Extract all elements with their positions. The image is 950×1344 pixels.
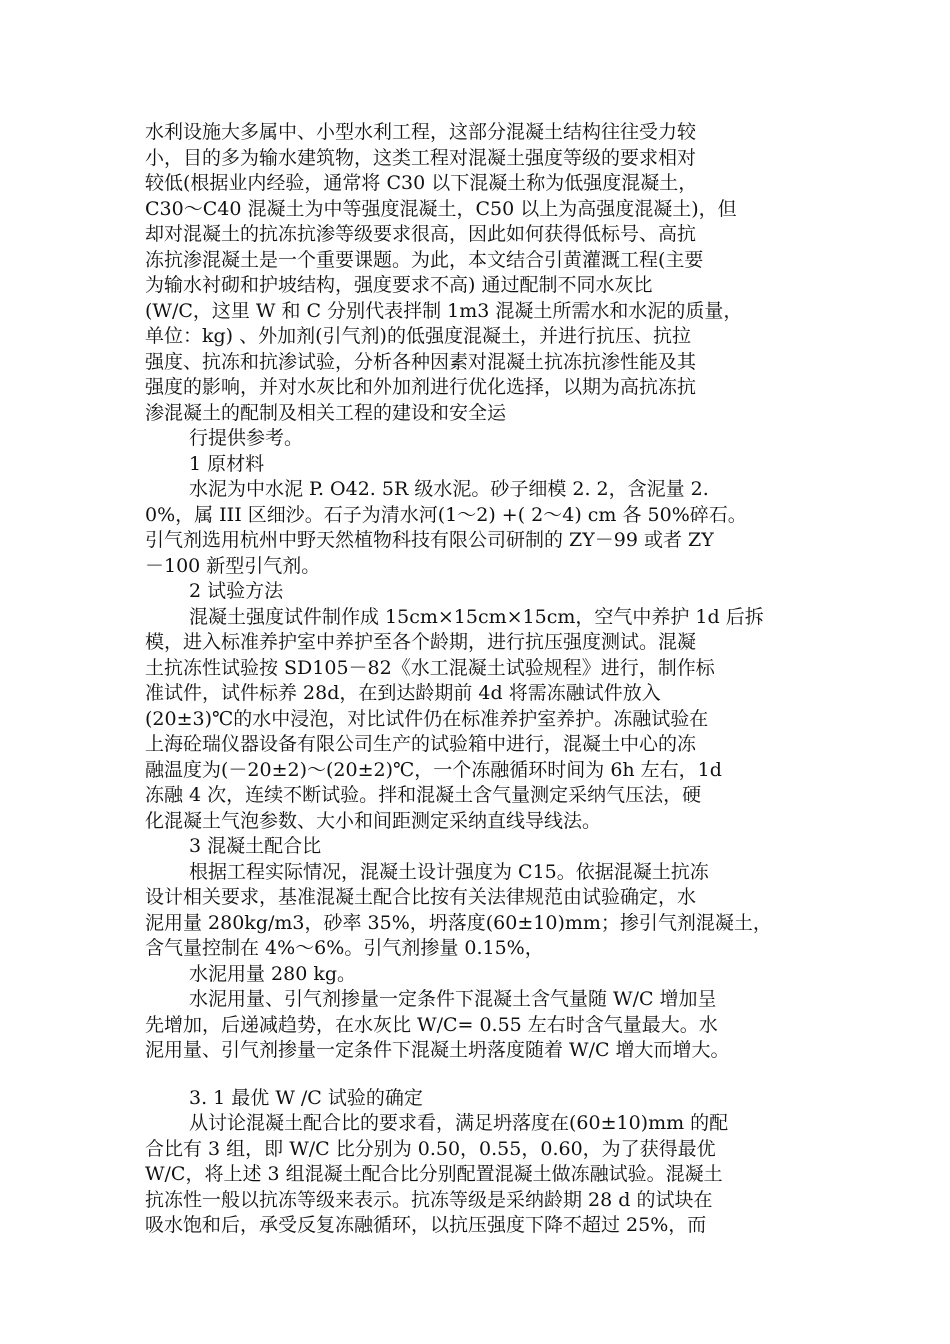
- text-line: 渗混凝土的配制及相关工程的建设和安全运: [145, 401, 507, 424]
- text-line: 根据工程实际情况，混凝土设计强度为 C15。依据混凝土抗冻: [189, 860, 709, 883]
- document-body: [145, 120, 805, 1239]
- text-line: 2 试验方法: [189, 580, 284, 602]
- text-line: 抗冻性一般以抗冻等级来表示。抗冻等级是采纳龄期 28 d 的试块在: [145, 1188, 713, 1211]
- text-line: 合比有 3 组，即 W/C 比分别为 0.50，0.55，0.60，为了获得最优: [145, 1137, 716, 1160]
- text-line: 小，目的多为输水建筑物，这类工程对混凝土强度等级的要求相对: [145, 146, 697, 169]
- text-line: 上海砼瑞仪器设备有限公司生产的试验箱中进行，混凝土中心的冻: [145, 733, 697, 755]
- text-line: 土抗冻性试验按 SD105－82《水工混凝土试验规程》进行，制作标: [145, 656, 715, 679]
- text-line: 0%，属 III 区细沙。石子为清水河(1～2) +( 2～4) cm 各 50%碎石。: [145, 503, 747, 526]
- text-line: W/C，将上述 3 组混凝土配合比分别配置混凝土做冻融试验。混凝土: [145, 1163, 723, 1185]
- text-line: C30～C40 混凝土为中等强度混凝土，C50 以上为高强度混凝土)，但: [145, 197, 737, 220]
- blank-line: [145, 1064, 805, 1086]
- text-line: 先增加，后递减趋势，在水灰比 W/C= 0.55 左右时含气量最大。水: [145, 1013, 718, 1036]
- text-line: 准试件，试件标养 28d，在到达龄期前 4d 将需冻融试件放入: [145, 682, 661, 704]
- text-line: 强度、抗冻和抗渗试验，分析各种因素对混凝土抗冻抗渗性能及其: [145, 350, 697, 373]
- text-line: 泥用量 280kg/m3，砂率 35%，坍落度(60±10)mm；掺引气剂混凝土，: [145, 911, 772, 934]
- text-line: 行提供参考。: [189, 427, 304, 449]
- text-line: 水泥用量、引气剂掺量一定条件下混凝土含气量随 W/C 增加呈: [189, 988, 717, 1010]
- text-line: 从讨论混凝土配合比的要求看，满足坍落度在(60±10)mm 的配: [189, 1112, 729, 1134]
- text-line: (W/C，这里 W 和 C 分别代表拌制 1m3 混凝土所需水和水泥的质量，: [145, 299, 743, 322]
- text-line: 模，进入标准养护室中养护至各个龄期，进行抗压强度测试。混凝: [145, 631, 697, 653]
- text-line: (20±3)℃的水中浸泡，对比试件仍在标准养护室养护。冻融试验在: [145, 707, 709, 730]
- text-line: 强度的影响，并对水灰比和外加剂进行优化选择，以期为高抗冻抗: [145, 376, 697, 398]
- text-line: 水泥为中水泥 P. O42. 5R 级水泥。砂子细模 2. 2，含泥量 2.: [189, 478, 709, 500]
- text-line: 单位：kg) 、外加剂(引气剂)的低强度混凝土，并进行抗压、抗拉: [145, 325, 691, 347]
- text-line: 3 混凝土配合比: [189, 835, 322, 857]
- text-line: 融温度为(－20±2)～(20±2)℃，一个冻融循环时间为 6h 左右，1d: [145, 758, 722, 781]
- text-line: 冻抗渗混凝土是一个重要课题。为此，本文结合引黄灌溉工程(主要: [145, 248, 704, 271]
- text-line: 1 原材料: [189, 452, 265, 475]
- text-line: －100 新型引气剂。: [145, 554, 321, 577]
- text-line: 引气剂选用杭州中野天然植物科技有限公司研制的 ZY－99 或者 ZY: [145, 529, 714, 551]
- text-line: 却对混凝土的抗冻抗渗等级要求很高，因此如何获得低标号、高抗: [145, 223, 697, 245]
- text-line: 冻融 4 次，连续不断试验。拌和混凝土含气量测定采纳气压法，硬: [145, 784, 702, 806]
- text-line: 化混凝土气泡参数、大小和间距测定采纳直线导线法。: [145, 809, 602, 832]
- text-line: 混凝土强度试件制作成 15cm×15cm×15cm，空气中养护 1d 后拆: [189, 605, 764, 628]
- text-line: 为输水衬砌和护坡结构，强度要求不高) 通过配制不同水灰比: [145, 274, 653, 296]
- text-line: 水泥用量 280 kg。: [189, 962, 357, 985]
- text-line: 设计相关要求，基准混凝土配合比按有关法律规范由试验确定，水: [145, 886, 697, 908]
- text-line: 泥用量、引气剂掺量一定条件下混凝土坍落度随着 W/C 增大而增大。: [145, 1039, 730, 1061]
- text-line: 较低(根据业内经验，通常将 C30 以下混凝土称为低强度混凝土，: [145, 172, 698, 194]
- text-line: 3. 1 最优 W /C 试验的确定: [189, 1086, 423, 1109]
- text-line: 水利设施大多属中、小型水利工程，这部分混凝土结构往往受力较: [145, 121, 697, 143]
- text-line: 吸水饱和后，承受反复冻融循环，以抗压强度下降不超过 25%，而: [145, 1214, 707, 1236]
- text-line: 含气量控制在 4%～6%。引气剂掺量 0.15%，: [145, 937, 544, 959]
